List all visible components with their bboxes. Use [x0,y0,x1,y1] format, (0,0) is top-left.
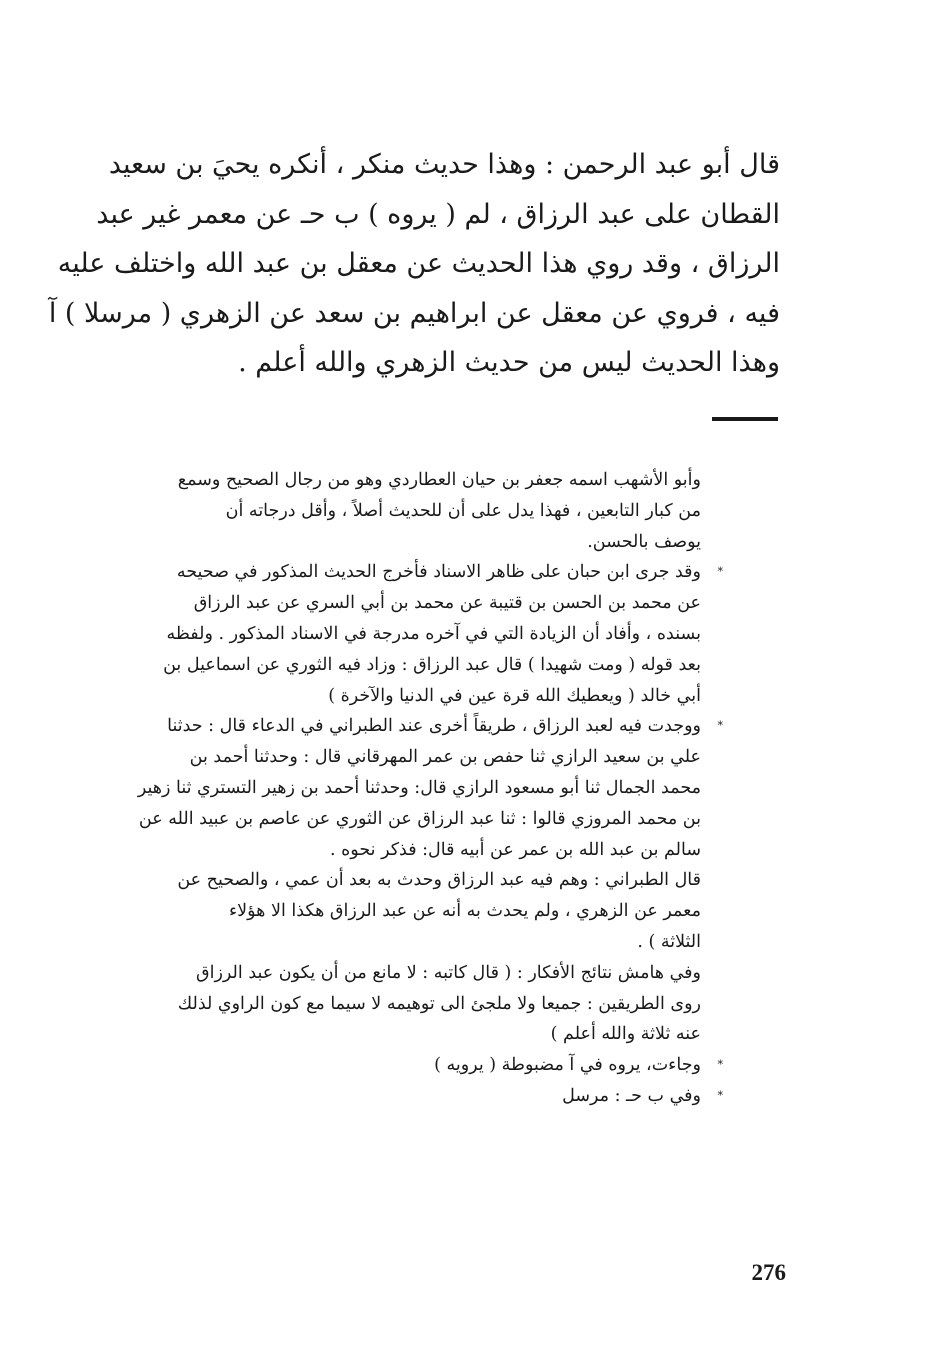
footnote-marker: * [717,1088,723,1102]
main-text-line: الرزاق ، وقد روي هذا الحديث عن معقل بن عبد الله واختلف عليه [57,248,780,279]
page-number: 276 [751,1260,786,1285]
footnote-line: وفي ب حـ : مرسل [562,1085,701,1106]
footnote-line: علي بن سعيد الرازي ثنا حفص بن عمر المهرقاني قال : وحدثنا أحمد بن [189,747,701,768]
footnote-line: بعد قوله ( ومت شهيدا ) قال عبد الرزاق : وزاد فيه الثوري عن اسماعيل بن [163,654,701,675]
main-text-line: فيه ، فروي عن معقل عن ابراهيم بن سعد عن الزهري ( مرسلا ) آ [48,297,780,329]
footnote-marked-line [96,1050,723,1081]
footnote-line: معمر عن الزهري ، ولم يحدث به أنه عن عبد الرزاق هكذا الا هؤلاء [228,901,701,922]
footnote-line: روى الطريقين : جميعا ولا ملجئ الى توهيمه لا سيما مع كون الراوي لذلك [177,993,701,1014]
main-text-line: القطان على عبد الرزاق ، لم ( يروه ) ب حـ عن معمر غير عبد [96,198,780,230]
footnote-marked-line [96,557,723,588]
footnote-marked-line [96,1081,723,1112]
footnote-line: قال الطبراني : وهم فيه عبد الرزاق وحدث به بعد أن عمي ، والصحيح عن [177,870,701,891]
footnote-separator-rule [712,417,778,421]
footnote-marker: * [717,719,723,733]
footnote-line: يوصف بالحسن. [587,531,701,552]
footnotes [96,465,723,1112]
footnote-line: سالم بن عبد الله بن عمر عن أبيه قال: فذكر نحوه . [330,839,701,860]
footnote-line: عن محمد بن الحسن بن قتيبة عن محمد بن أبي السري عن عبد الرزاق [193,593,701,614]
footnote-line: أبي خالد ( ويعطيك الله قرة عين في الدنيا والآخرة ) [328,685,701,706]
footnote-marked-line [96,711,723,742]
footnote-marker: * [717,1058,723,1072]
main-text [48,140,780,388]
footnote-line: الثلاثة ) . [637,931,701,952]
footnote-line: ووجدت فيه لعبد الرزاق ، طريقاً أخرى عند الطبراني في الدعاء قال : حدثنا [167,716,701,737]
footnote-line: وقد جرى ابن حبان على ظاهر الاسناد فأخرج الحديث المذكور في صحيحه [176,562,701,583]
main-text-line: وهذا الحديث ليس من حديث الزهري والله أعلم . [238,347,780,378]
footnote-marker: * [717,565,723,579]
footnote-line: وفي هامش نتائج الأفكار : ( قال كاتبه : لا مانع من أن يكون عبد الرزاق [196,962,701,983]
footnote-line: عنه ثلاثة والله أعلم ) [550,1024,701,1045]
footnote-line: محمد الجمال ثنا أبو مسعود الرازي قال: وحدثنا أحمد بن زهير التستري ثنا زهير [137,777,701,798]
footnote-line: وجاءت، يروه في آ مضبوطة ( يرويه ) [434,1055,701,1076]
main-text-line: قال أبو عبد الرحمن : وهذا حديث منكر ، أنكره يحيَ بن سعيد [108,149,780,180]
footnote-line: وأبو الأشهب اسمه جعفر بن حيان العطاردي وهو من رجال الصحيح وسمع [177,470,701,490]
footnote-line: بن محمد المروزي قالوا : ثنا عبد الرزاق عن الثوري عن عاصم بن عبيد الله عن [138,808,701,829]
footnote-line: من كبار التابعين ، فهذا يدل على أن للحديث أصلاً ، وأقل درجاته أن [225,500,701,521]
footnote-line: بسنده ، وأفاد أن الزيادة التي في آخره مدرجة في الاسناد المذكور . ولفظه [166,623,701,644]
